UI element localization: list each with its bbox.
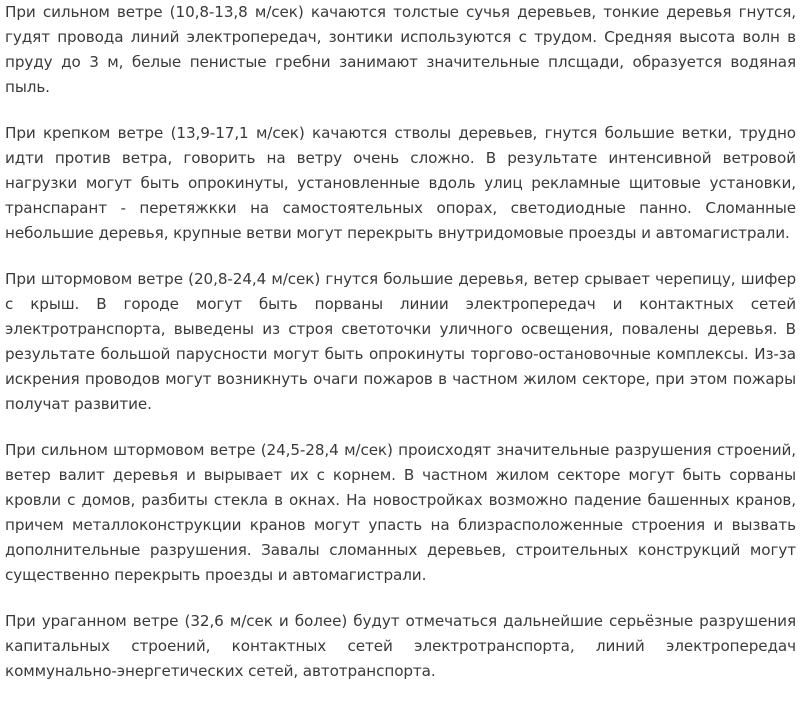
paragraph-hurricane-wind: При ураганном ветре (32,6 м/сек и более) будут отмечаться дальнейшие серьёзные разрушения капитальных строений, контактных сетей электротранспорта, линий электропередач коммунально-энергетических сетей, автотранспорта. xyxy=(5,612,796,680)
paragraph-strong-storm-wind: При сильном штормовом ветре (24,5-28,4 м/сек) происходят значительные разрушения строений, ветер валит деревья и вырывает их с корнем. В частном жилом секторе могут быть сорваны кровли с домов, разбиты стекла в окнах. На новостройках возможно падение башенных кранов, причем металлоконструкции кранов могут упасть на близрасположенные строения и вызвать дополнительные разрушения. Завалы сломанных деревьев, строительных конструкций могут существенно перекрыть проезды и автомагистрали. xyxy=(5,441,796,584)
paragraph-very-strong-wind: При крепком ветре (13,9-17,1 м/сек) качаются стволы деревьев, гнутся большие ветки, трудно идти против ветра, говорить на ветру очень сложно. В результате интенсивной ветровой нагрузки могут быть опрокинуты, установленные вдоль улиц рекламные щитовые установки, транспарант - перетяжкки на самостоятельных опорах, светодиодные панно. Сломанные небольшие деревья, крупные ветви могут перекрыть внутридомовые проезды и автомагистрали. xyxy=(5,124,796,242)
paragraph-strong-wind: При сильном ветре (10,8-13,8 м/сек) качаются толстые сучья деревьев, тонкие деревья гнутся, гудят провода линий электропередач, зонтики используются с трудом. Средняя высота волн в пруду до 3 м, белые пенистые гребни занимают значительные плсщади, образуется водяная пыль. xyxy=(5,3,796,96)
document-body xyxy=(5,0,796,705)
paragraph-storm-wind: При штормовом ветре (20,8-24,4 м/сек) гнутся большие деревья, ветер срывает черепицу, шифер с крыш. В городе могут быть порваны линии электропередач и контактных сетей электротранспорта, выведены из строя светоточки уличного освещения, повалены деревья. В результате большой парусности могут быть опрокинуты торгово-остановочные комплексы. Из-за искрения проводов могут возникнуть очаги пожаров в частном жилом секторе, при этом пожары получат развитие. xyxy=(5,270,796,413)
